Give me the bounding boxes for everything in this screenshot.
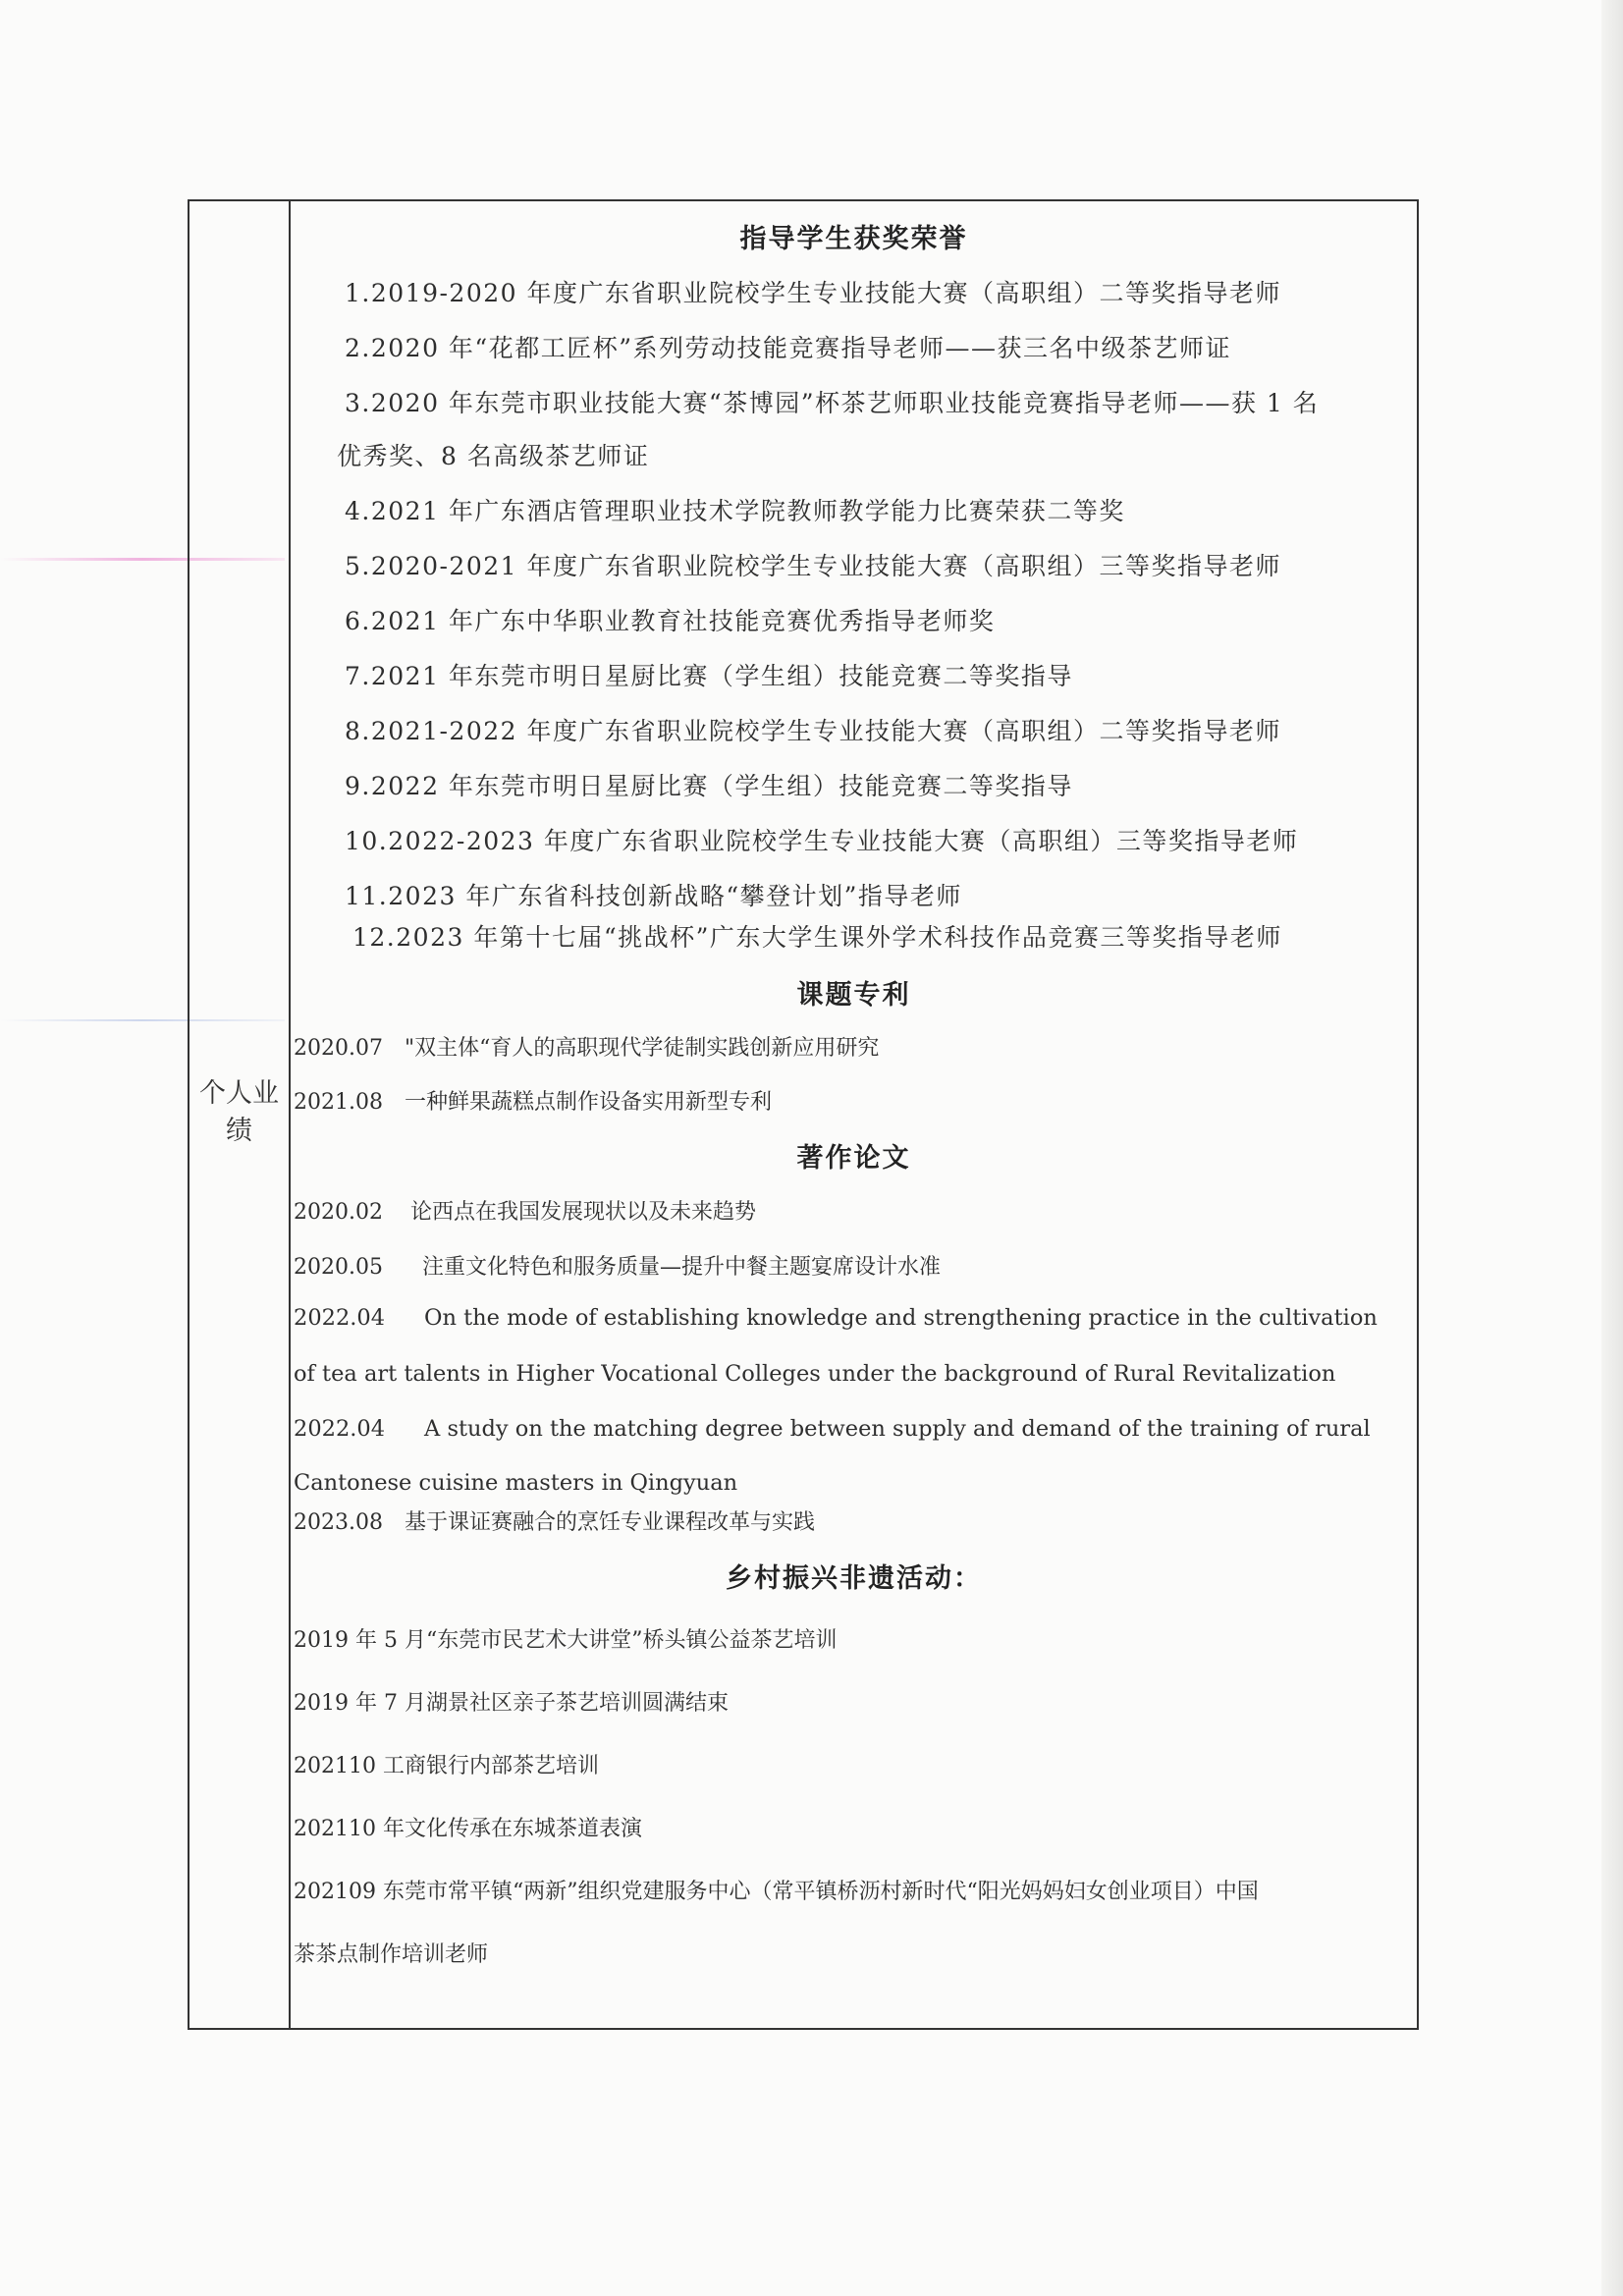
award-item-continuation: 优秀奖、8 名高级茶艺师证	[337, 442, 650, 470]
paper-title: 注重文化特色和服务质量—提升中餐主题宴席设计水准	[421, 1255, 941, 1280]
project-item	[294, 1085, 772, 1116]
content-column	[291, 201, 1417, 2028]
award-item: 8.2021-2022 年度广东省职业院校学生专业技能大赛（高职组）二等奖指导老师	[345, 717, 1281, 745]
paper-date: 2023.08	[294, 1510, 383, 1535]
paper-date: 2022.04	[294, 1305, 386, 1331]
award-item: 9.2022 年东莞市明日星厨比赛（学生组）技能竞赛二等奖指导	[345, 772, 1073, 800]
awards-heading: 指导学生获奖荣誉	[739, 224, 968, 254]
paper-item	[294, 1505, 815, 1536]
project-title: 一种鲜果蔬糕点制作设备实用新型专利	[404, 1090, 772, 1115]
award-item: 1.2019-2020 年度广东省职业院校学生专业技能大赛（高职组）二等奖指导老师	[345, 279, 1281, 307]
paper-title: A study on the matching degree between supply and demand of the training of rural	[424, 1416, 1371, 1442]
paper-item	[294, 1305, 1411, 1331]
award-item: 6.2021 年广东中华职业教育社技能竞赛优秀指导老师奖	[345, 607, 996, 635]
activity-item: 202110 工商银行内部茶艺培训	[294, 1754, 599, 1778]
paper-date: 2020.02	[294, 1200, 383, 1225]
activities-heading: 乡村振兴非遗活动：	[726, 1563, 982, 1594]
paper-title-continuation: Cantonese cuisine masters in Qingyuan	[294, 1470, 738, 1496]
activity-item: 2019 年 5 月“东莞市民艺术大讲堂”桥头镇公益茶艺培训	[294, 1628, 838, 1653]
paper-title: On the mode of establishing knowledge and strengthening practice in the cultivation	[424, 1305, 1378, 1331]
award-item: 7.2021 年东莞市明日星厨比赛（学生组）技能竞赛二等奖指导	[345, 662, 1073, 690]
label-column	[189, 201, 291, 2028]
paper-item	[294, 1195, 756, 1226]
paper-date: 2022.04	[294, 1416, 386, 1442]
paper-title: 论西点在我国发展现状以及未来趋势	[409, 1200, 756, 1225]
award-item: 4.2021 年广东酒店管理职业技术学院教师教学能力比赛荣获二等奖	[345, 497, 1125, 525]
award-item: 5.2020-2021 年度广东省职业院校学生专业技能大赛（高职组）三等奖指导老师	[345, 552, 1281, 580]
achievement-table	[188, 199, 1419, 2030]
paper-item	[294, 1416, 1411, 1442]
project-item	[294, 1031, 879, 1062]
award-item: 12.2023 年第十七届“挑战杯”广东大学生课外学术科技作品竞赛三等奖指导老师	[352, 923, 1282, 952]
activity-item: 202110 年文化传承在东城茶道表演	[294, 1817, 642, 1841]
papers-heading: 著作论文	[796, 1143, 911, 1174]
projects-heading: 课题专利	[796, 980, 911, 1011]
paper-title-continuation: of tea art talents in Higher Vocational Colleges under the background of Rural Revitalization	[294, 1361, 1336, 1387]
award-item: 2.2020 年“花都工匠杯”系列劳动技能竞赛指导老师——获三名中级茶艺师证	[345, 334, 1231, 362]
paper-title: 基于课证赛融合的烹饪专业课程改革与实践	[404, 1510, 815, 1535]
award-item: 10.2022-2023 年度广东省职业院校学生专业技能大赛（高职组）三等奖指导老师	[345, 827, 1299, 855]
project-title: "双主体“育人的高职现代学徒制实践创新应用研究	[404, 1036, 880, 1061]
award-item: 11.2023 年广东省科技创新战略“攀登计划”指导老师	[345, 882, 962, 910]
paper-item	[294, 1250, 941, 1281]
project-date: 2021.08	[294, 1090, 383, 1115]
project-date: 2020.07	[294, 1036, 383, 1061]
paper-date: 2020.05	[294, 1255, 383, 1280]
personal-achievements-label: 个人业绩	[199, 1078, 279, 1146]
award-item: 3.2020 年东莞市职业技能大赛“茶博园”杯茶艺师职业技能竞赛指导老师——获 1 名	[345, 389, 1320, 417]
activity-item: 2019 年 7 月湖景社区亲子茶艺培训圆满结束	[294, 1691, 729, 1716]
activity-item: 202109 东莞市常平镇“两新”组织党建服务中心（常平镇桥沥村新时代“阳光妈妈妇女创业项目）中国	[294, 1880, 1259, 1904]
activity-item-continuation: 茶茶点制作培训老师	[294, 1942, 489, 1967]
page-edge-shadow	[1601, 0, 1623, 2296]
